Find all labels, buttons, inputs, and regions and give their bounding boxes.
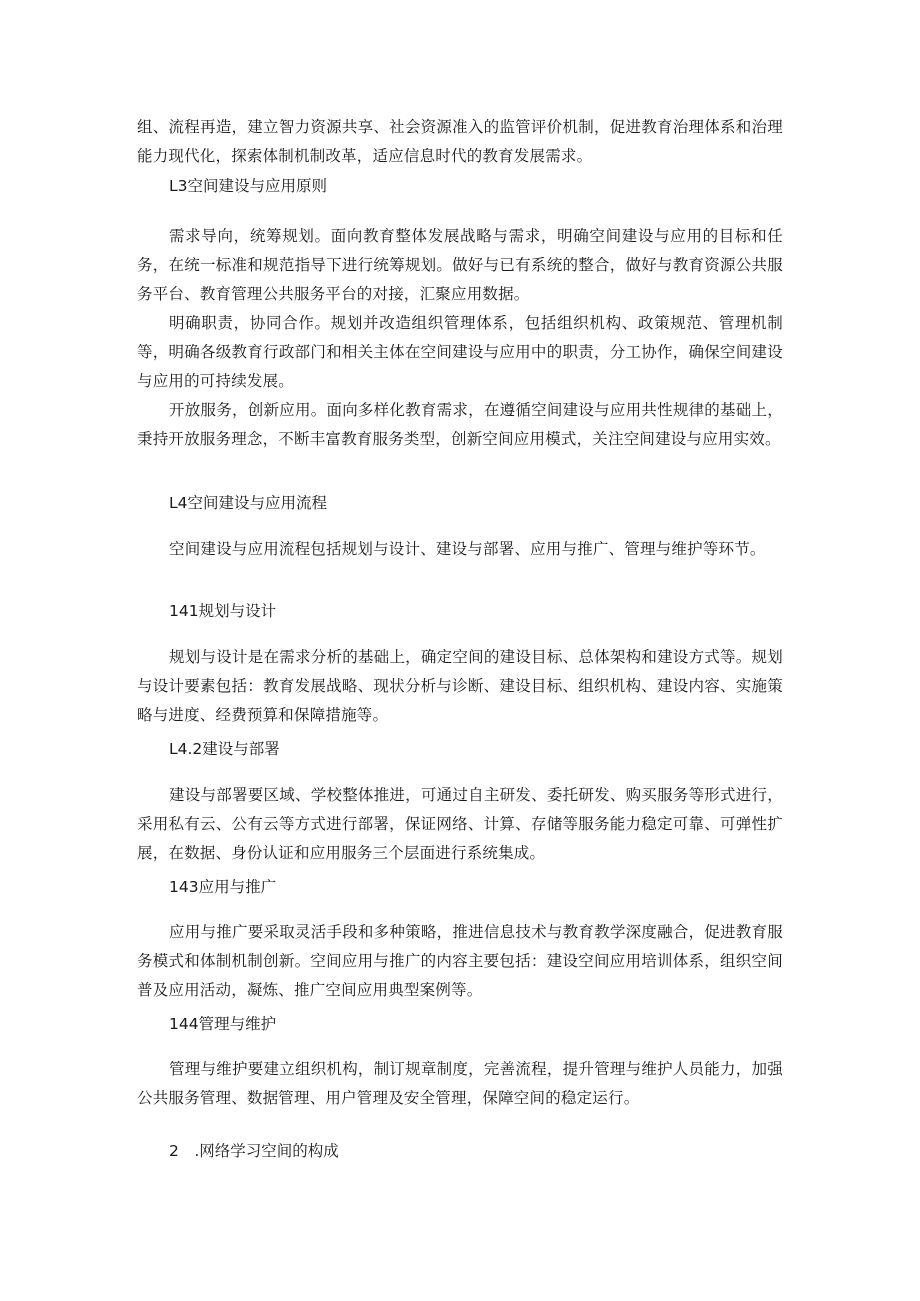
- paragraph-application-promotion: 应用与推广要采取灵活手段和多种策略，推进信息技术与教育教学深度融合，促进教育服务模式和体制机制创新。空间应用与推广的内容主要包括：建设空间应用培训体系，组织空间普及应用活动，凝炼、推广空间应用典型案例等。: [137, 923, 783, 999]
- paragraph-demand-oriented: 需求导向，统筹规划。面向教育整体发展战略与需求，明确空间建设与应用的目标和任务，在统一标准和规范指导下进行统筹规划。做好与已有系统的整合，做好与教育资源公共服务平台、教育管理公共服务平台的对接，汇聚应用数据。: [137, 227, 783, 303]
- section-heading-1-4-1: 141规划与设计: [169, 602, 277, 620]
- section-heading-1-4: L4空间建设与应用流程: [169, 494, 327, 512]
- section-heading-2: 2 .网络学习空间的构成: [169, 1142, 339, 1160]
- section-heading-1-4-2: L4.2建设与部署: [169, 740, 280, 758]
- section-heading-1-3: L3空间建设与应用原则: [169, 177, 327, 195]
- paragraph-continuation: 组、流程再造，建立智力资源共享、社会资源准入的监管评价机制，促进教育治理体系和治理能力现代化，探索体制机制改革，适应信息时代的教育发展需求。: [137, 118, 783, 165]
- paragraph-build-deploy: 建设与部署要区域、学校整体推进，可通过自主研发、委托研发、购买服务等形式进行，采用私有云、公有云等方式进行部署，保证网络、计算、存储等服务能力稳定可靠、可弹性扩展，在数据、身份认证和应用服务三个层面进行系统集成。: [137, 786, 783, 862]
- paragraph-clear-responsibilities: 明确职责，协同合作。规划并改造组织管理体系，包括组织机构、政策规范、管理机制等，明确各级教育行政部门和相关主体在空间建设与应用中的职责，分工协作，确保空间建设与应用的可持续发展。: [137, 314, 783, 390]
- section-heading-1-4-4: 144管理与维护: [169, 1015, 277, 1033]
- paragraph-open-service: 开放服务，创新应用。面向多样化教育需求，在遵循空间建设与应用共性规律的基础上，秉持开放服务理念，不断丰富教育服务类型，创新空间应用模式，关注空间建设与应用实效。: [137, 401, 783, 448]
- paragraph-process-overview: 空间建设与应用流程包括规划与设计、建设与部署、应用与推广、管理与维护等环节。: [169, 540, 766, 558]
- paragraph-management-maintenance: 管理与维护要建立组织机构，制订规章制度，完善流程，提升管理与维护人员能力，加强公共服务管理、数据管理、用户管理及安全管理，保障空间的稳定运行。: [137, 1060, 783, 1107]
- section-heading-1-4-3: 143应用与推广: [169, 878, 277, 896]
- paragraph-planning-design: 规划与设计是在需求分析的基础上，确定空间的建设目标、总体架构和建设方式等。规划与设计要素包括：教育发展战略、现状分析与诊断、建设目标、组织机构、建设内容、实施策略与进度、经费预算和保障措施等。: [137, 648, 783, 724]
